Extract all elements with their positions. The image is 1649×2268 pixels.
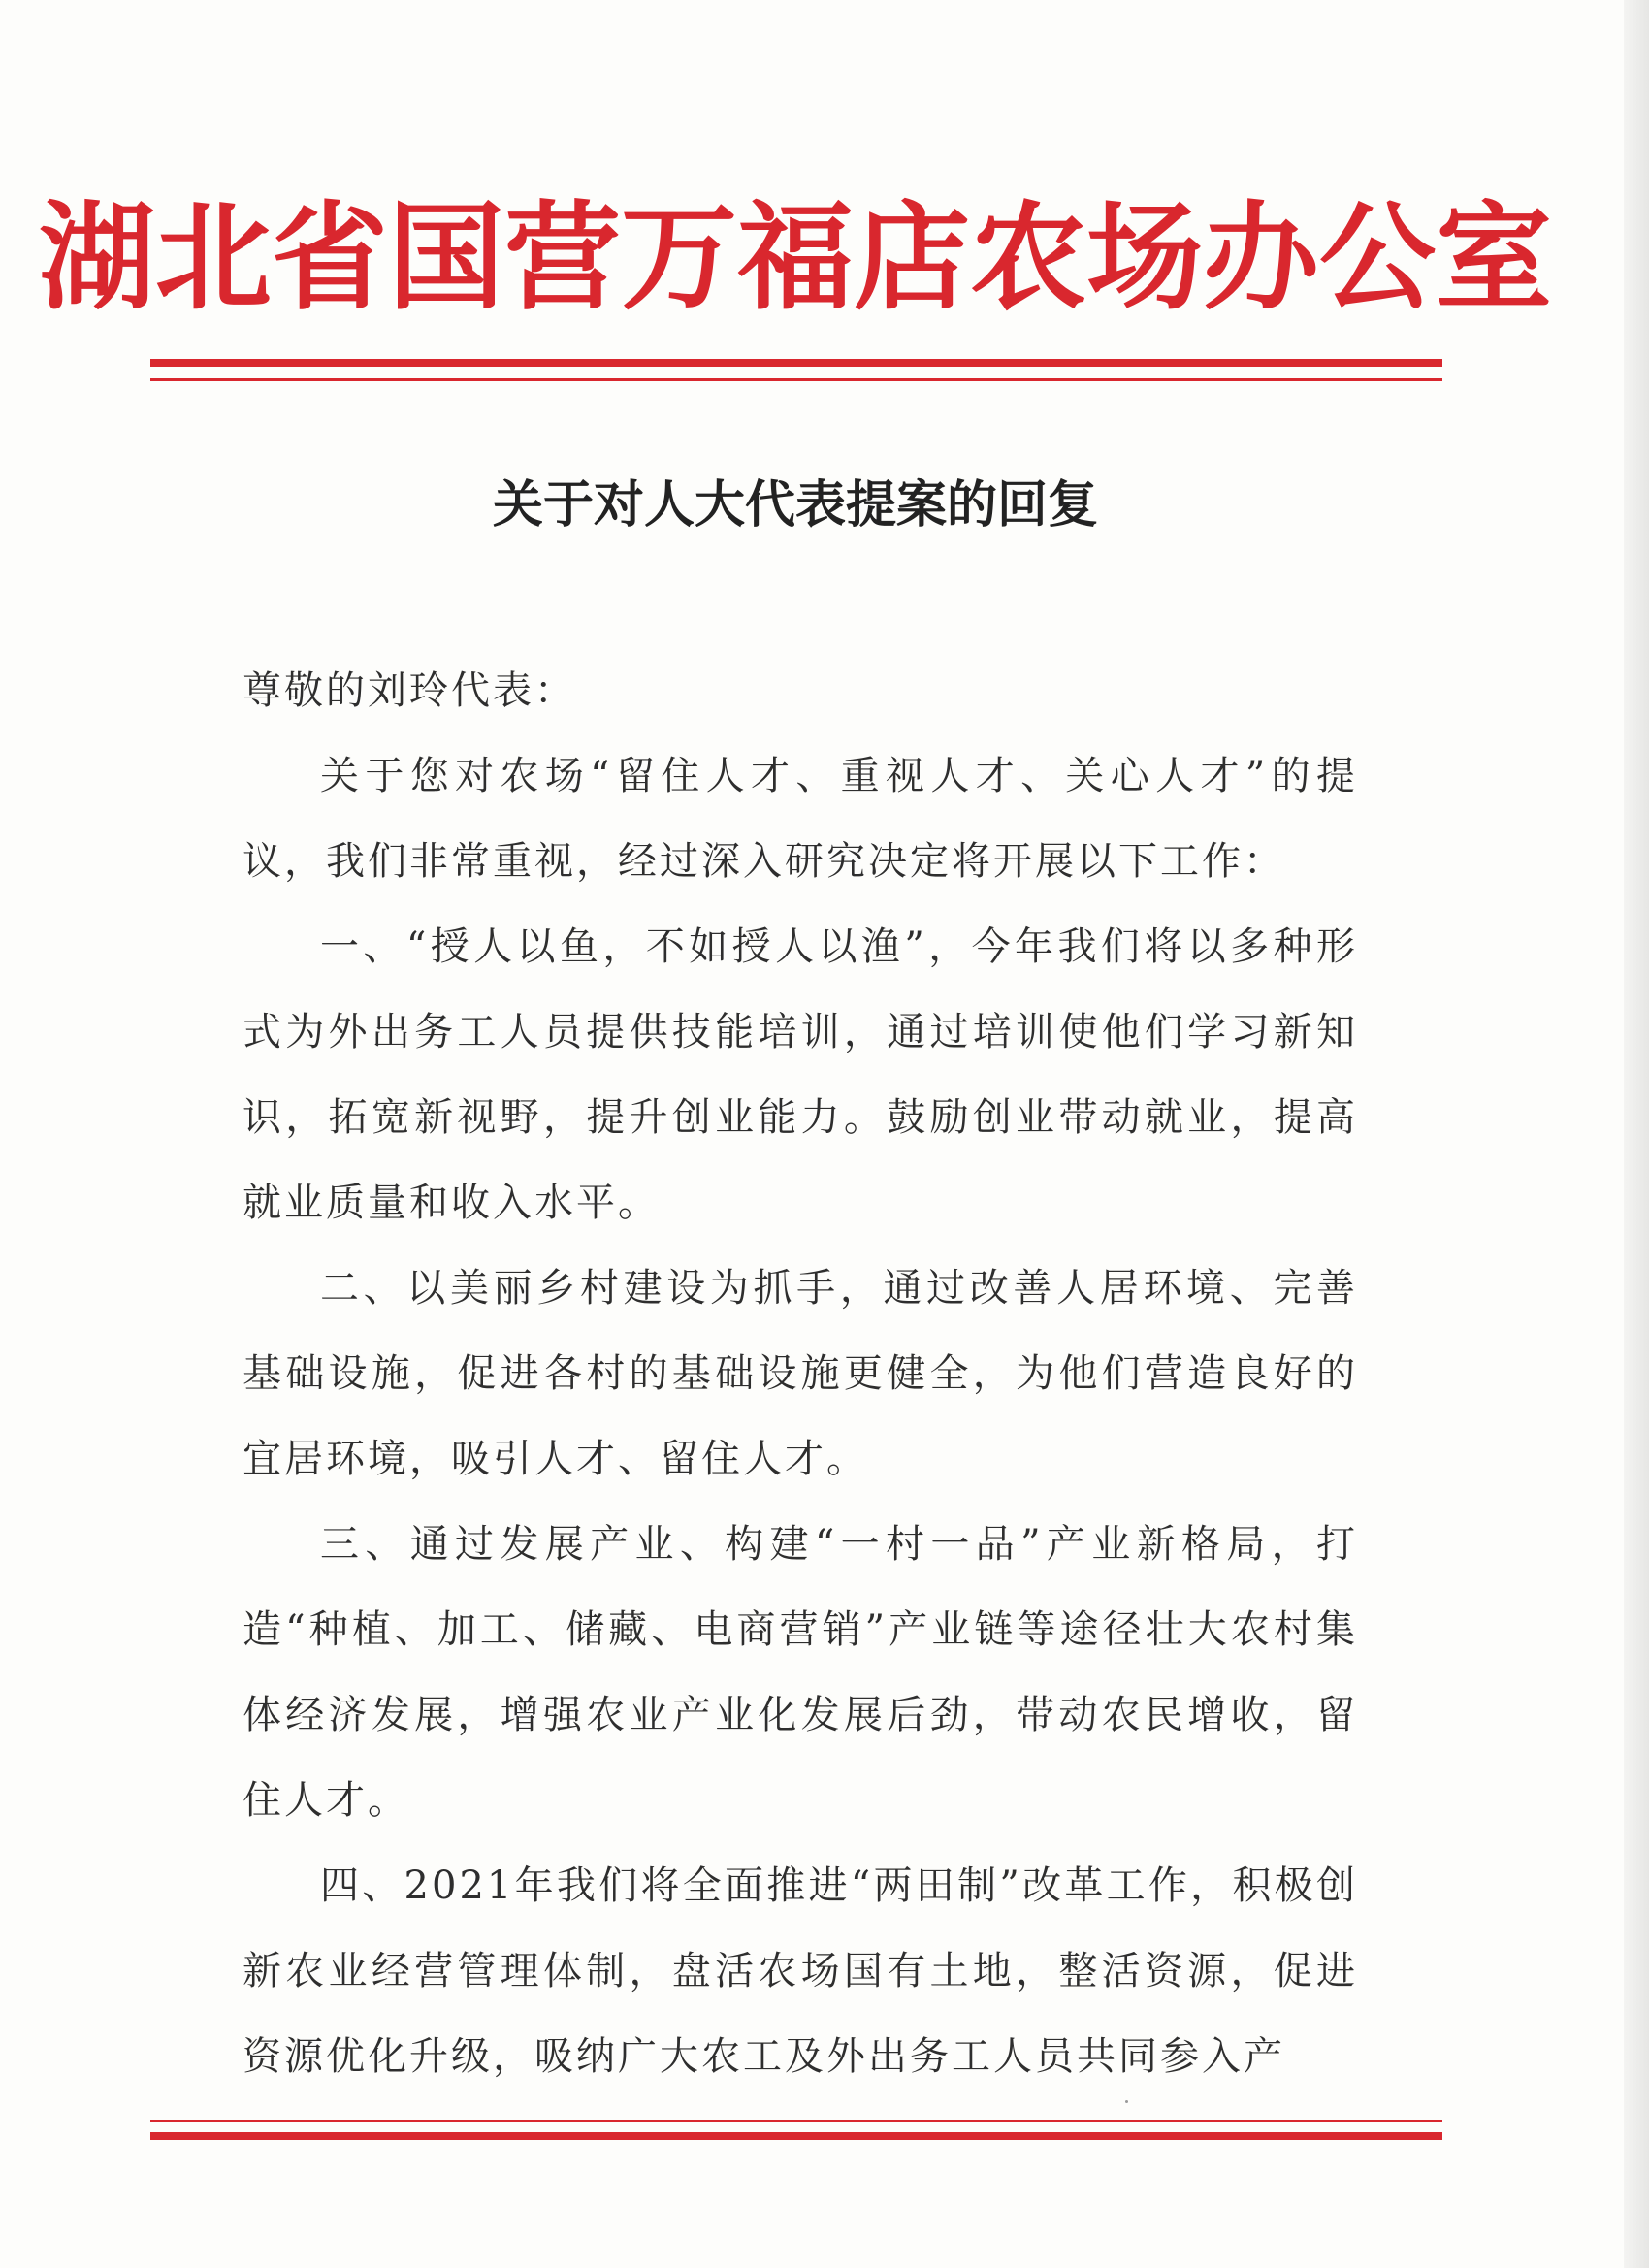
- paragraph-intro: 关于您对农场“留住人才、重视人才、关心人才”的提议，我们非常重视，经过深入研究决定将开展以下工作：: [242, 754, 1358, 884]
- paragraph-item-1: 一、“授人以鱼，不如授人以渔”，今年我们将以多种形式为外出务工人员提供技能培训，通过培训使他们学习新知识，拓宽新视野，提升创业能力。鼓励创业带动就业，提高就业质量和收入水平。: [242, 924, 1358, 1225]
- letterhead-organization: 湖北省国营万福店农场办公室: [39, 188, 1552, 326]
- document-body: [242, 648, 1358, 2099]
- letterhead-rule-thin: [150, 378, 1442, 381]
- letterhead-rule-thick: [150, 359, 1442, 367]
- scan-edge-shadow: [1624, 0, 1649, 2268]
- footer-rule-thin: [150, 2120, 1442, 2122]
- salutation: 尊敬的刘玲代表：: [242, 668, 576, 713]
- document-title: 关于对人大代表提案的回复: [492, 474, 1098, 535]
- scan-speck: [1125, 2100, 1128, 2103]
- paragraph-item-2: 二、以美丽乡村建设为抓手，通过改善人居环境、完善基础设施，促进各村的基础设施更健全，为他们营造良好的宜居环境，吸引人才、留住人才。: [242, 1266, 1358, 1481]
- paragraph-item-3: 三、通过发展产业、构建“一村一品”产业新格局，打造“种植、加工、储藏、电商营销”产业链等途径壮大农村集体经济发展，增强农业产业化发展后劲，带动农民增收，留住人才。: [242, 1522, 1358, 1823]
- footer-rule-thick: [150, 2132, 1442, 2140]
- paragraph-item-4: 四、2021年我们将全面推进“两田制”改革工作，积极创新农业经营管理体制，盘活农场国有土地，整活资源，促进资源优化升级，吸纳广大农工及外出务工人员共同参入产: [242, 1863, 1358, 2079]
